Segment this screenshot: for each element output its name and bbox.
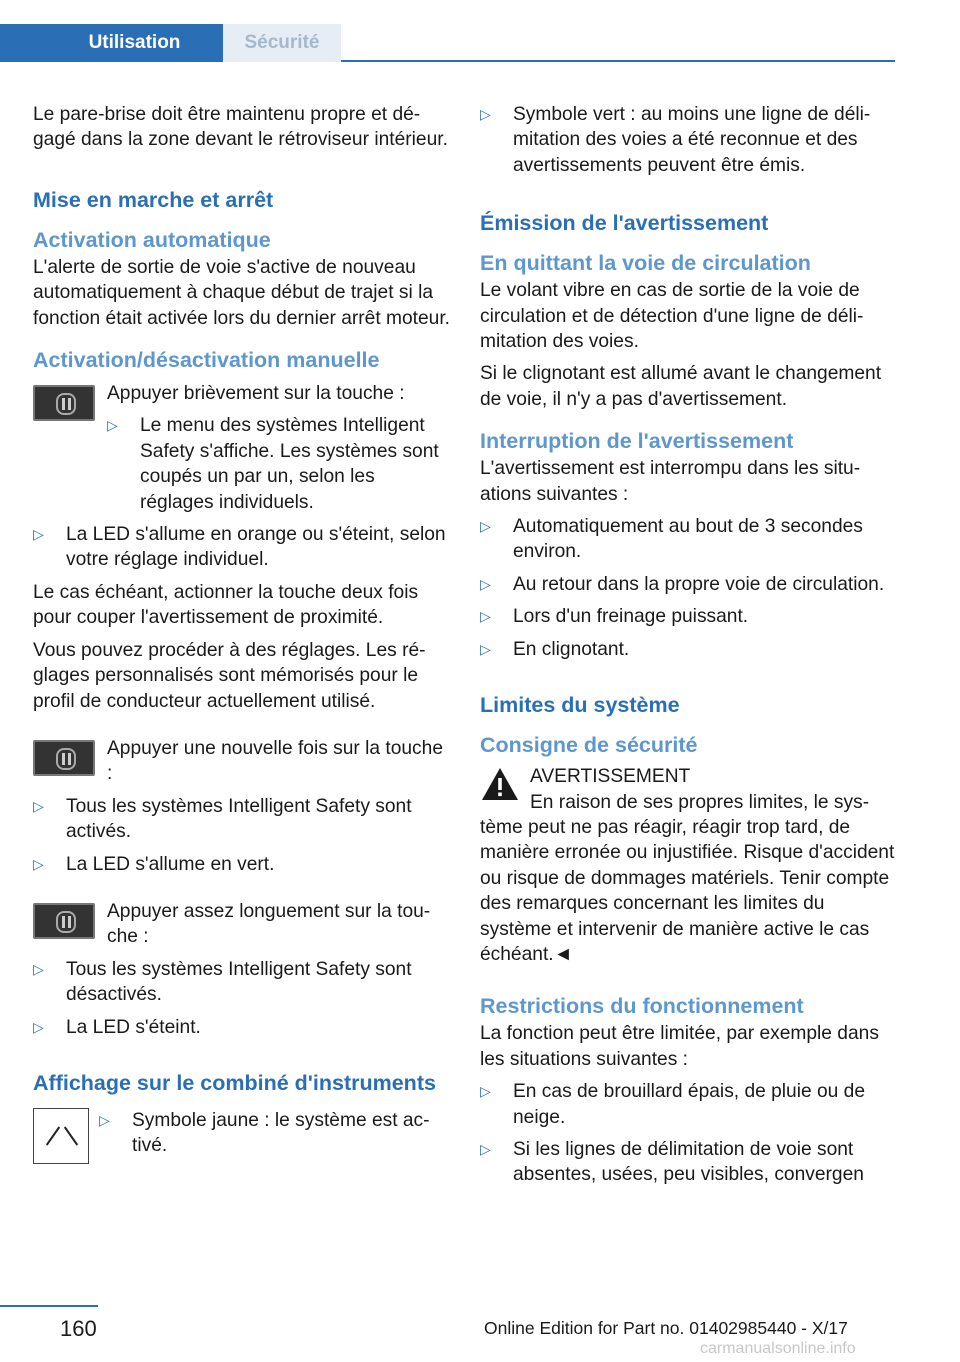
press-again-block: [33, 736, 451, 787]
heading-activation-manuelle: Activation/désactivation manuelle: [33, 348, 380, 373]
heading-restrictions: Restrictions du fonctionnement: [480, 994, 804, 1019]
right-column: [480, 102, 900, 1195]
heading-quittant: En quittant la voie de circulation: [480, 251, 811, 276]
bullet-icon: ▷: [99, 1111, 110, 1128]
bullet-icon: ▷: [107, 417, 118, 434]
bullet-icon: ▷: [480, 640, 491, 657]
paragraph-volant: Le volant vibre en cas de sortie de la voie de circulation et de détection d'une ligne de délimitation des voies.: [480, 280, 864, 353]
bullet-icon: ▷: [480, 1083, 491, 1100]
warning-triangle-icon: [480, 766, 520, 802]
press-short-block: [33, 381, 451, 515]
list-item: ▷ Au retour dans la propre voie de circulation.: [480, 572, 900, 597]
bullet-icon: ▷: [480, 575, 491, 592]
intro-paragraph: Le pare-brise doit être maintenu propre et dégagé dans la zone devant le rétroviseur intérieur.: [33, 104, 448, 151]
bullet-icon: ▷: [33, 797, 44, 814]
heading-interruption: Interruption de l'avertissement: [480, 429, 794, 454]
list-item: ▷ Lors d'un freinage puissant.: [480, 604, 900, 629]
warning-block: [480, 764, 900, 967]
footer-rule: [0, 1305, 98, 1307]
bullet-icon: ▷: [33, 960, 44, 977]
list-item: ▷ Tous les systèmes Intelligent Safety sont activés.: [33, 795, 412, 843]
paragraph-limitee: La fonction peut être limitée, par exemple dans les situations suivantes :: [480, 1023, 879, 1070]
warning-title: AVERTISSEMENT: [530, 766, 691, 788]
heading-activation-auto: Activation automatique: [33, 227, 271, 252]
paragraph-reglages: Vous pouvez procéder à des réglages. Les réglages personnalisés sont mémorisés pour le profil de conducteur actuellement utilisé.: [33, 639, 426, 712]
list-item: ▷ Symbole vert : au moins une ligne de délimitation des voies a été reconnue et des avertissements peuvent être émis.: [480, 104, 871, 176]
heading-affichage: Affichage sur le combiné d'instruments: [33, 1070, 436, 1095]
bullet-icon: ▷: [480, 518, 491, 535]
list-item: ▷ Le menu des systèmes Intelligent Safety s'affiche. Les systèmes sont coupés un par un, selon les réglages individuels.: [107, 415, 439, 513]
bullet-icon: ▷: [33, 855, 44, 872]
list-item: ▷ Tous les systèmes Intelligent Safety sont désactivés.: [33, 958, 412, 1006]
press-long-text: Appuyer assez longuement sur la touche :: [107, 900, 431, 948]
watermark-text: carmanualsonline.info: [700, 1340, 856, 1357]
header-tabs: [0, 24, 895, 62]
intelligent-safety-button-icon: [33, 385, 95, 421]
bullet-icon: ▷: [480, 1140, 491, 1157]
bullet-icon: ▷: [480, 106, 491, 122]
list-item: ▷ Si les lignes de délimitation de voie sont absentes, usées, peu visibles, convergen: [480, 1138, 864, 1186]
warning-text: En raison de ses propres limites, le système peut ne pas réagir, réagir trop tard, de manière erronée ou injustifiée. Risque d'accident ou risque de dommages matériels. Tenir compte des remarques concernant les limites du système et intervenir de manière active le cas échéant.◄: [480, 791, 895, 965]
bullet-icon: ▷: [33, 526, 44, 543]
heading-consigne: Consigne de sécurité: [480, 733, 698, 758]
lane-departure-icon: [33, 1108, 89, 1164]
list-item: ▷ La LED s'éteint.: [33, 1015, 451, 1040]
bullet-icon: ▷: [480, 608, 491, 625]
edition-text: Online Edition for Part no. 01402985440 - X/17: [484, 1318, 848, 1338]
heading-mise-en-marche: Mise en marche et arrêt: [33, 187, 274, 212]
paragraph-interrompu: L'avertissement est interrompu dans les situations suivantes :: [480, 458, 861, 505]
tab-utilisation[interactable]: Utilisation: [0, 24, 223, 62]
heading-emission: Émission de l'avertissement: [480, 211, 769, 236]
bullet-icon: ▷: [33, 1018, 44, 1035]
press-again-text: Appuyer une nouvelle fois sur la touche :: [107, 737, 443, 785]
intelligent-safety-button-icon: [33, 740, 95, 776]
left-column: [33, 102, 451, 1168]
heading-limites: Limites du système: [480, 693, 680, 718]
lane-symbol-block: [33, 1108, 451, 1168]
list-item: ▷ En clignotant.: [480, 637, 900, 662]
press-long-block: [33, 899, 451, 950]
paragraph-deux-fois: Le cas échéant, actionner la touche deux fois pour couper l'avertissement de proximité.: [33, 581, 419, 629]
list-item: ▷ La LED s'allume en vert.: [33, 852, 451, 877]
paragraph-activation-auto: L'alerte de sortie de voie s'active de nouveau automatiquement à chaque début de trajet si la fonction était activée lors du dernier arrêt moteur.: [33, 256, 451, 329]
intelligent-safety-button-icon: [33, 903, 95, 939]
press-short-text: Appuyer brièvement sur la touche :: [107, 383, 405, 405]
list-item: ▷ La LED s'allume en orange ou s'éteint, selon votre réglage individuel.: [33, 524, 446, 571]
list-item: ▷ Automatiquement au bout de 3 secondes environ.: [480, 516, 863, 563]
list-item: ▷ Symbole jaune : le système est activé.: [99, 1109, 430, 1157]
list-item: ▷ En cas de brouillard épais, de pluie ou de neige.: [480, 1081, 866, 1128]
paragraph-clignotant: Si le clignotant est allumé avant le changement de voie, il n'y a pas d'avertissement.: [480, 363, 882, 410]
tab-securite[interactable]: Sécurité: [223, 24, 341, 62]
page-number: 160: [60, 1316, 97, 1341]
